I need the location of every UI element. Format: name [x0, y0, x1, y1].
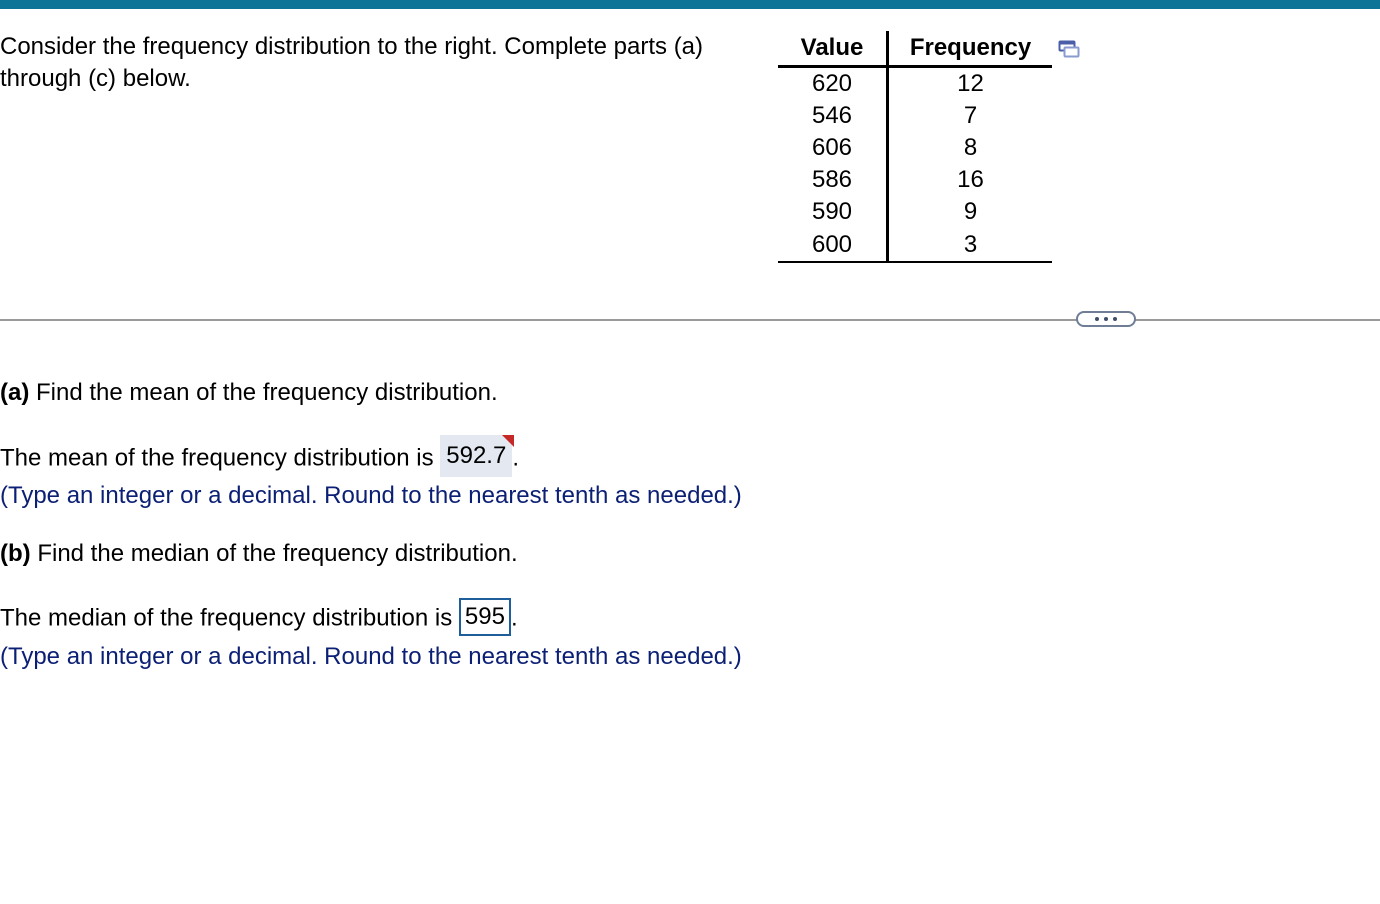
median-answer-field[interactable]: 595 — [459, 598, 511, 636]
ellipsis-dot — [1104, 317, 1108, 321]
ellipsis-icon — [1095, 317, 1099, 321]
part-a-answer-prefix: The mean of the frequency distribution is — [0, 444, 434, 472]
table-row — [778, 132, 1052, 164]
mean-answer-field[interactable] — [440, 435, 512, 477]
value-cell: 546 — [778, 100, 888, 132]
part-a-hint: (Type an integer or a decimal. Round to the nearest tenth as needed.) — [0, 482, 742, 509]
value-cell: 600 — [778, 228, 888, 262]
part-b-answer-suffix: . — [510, 604, 518, 632]
table-row — [778, 196, 1052, 228]
incorrect-flag-icon — [502, 435, 514, 447]
frequency-cell: 12 — [957, 70, 984, 97]
table-row — [778, 100, 1052, 132]
value-cell: 606 — [778, 132, 888, 164]
ellipsis-button[interactable] — [1076, 311, 1136, 327]
frequency-cell: 3 — [888, 228, 1053, 262]
question-intro: Consider the frequency distribution to the right. Complete parts (a) through (c) below. — [0, 33, 704, 92]
part-a-prompt-text: Find the mean of the frequency distribution. — [36, 379, 498, 406]
part-b-answer-prefix: The median of the frequency distribution is — [0, 604, 453, 632]
value-cell: 590 — [778, 196, 888, 228]
part-b-hint: (Type an integer or a decimal. Round to the nearest tenth as needed.) — [0, 643, 742, 670]
mean-answer-value: 592.7 — [446, 442, 507, 469]
frequency-cell: 9 — [963, 198, 978, 225]
part-a-prompt — [0, 377, 498, 409]
part-a-label: (a) — [0, 379, 30, 406]
part-b-label: (b) — [0, 540, 31, 567]
table-row — [778, 228, 1052, 262]
section-divider — [0, 319, 1380, 321]
frequency-cell: 16 — [957, 166, 984, 193]
part-b-prompt — [0, 538, 518, 570]
part-a-answer-line — [0, 441, 519, 477]
ellipsis-dot — [1113, 317, 1117, 321]
value-column-header: Value — [778, 31, 888, 67]
table-row — [778, 67, 1052, 101]
copy-icon[interactable] — [1058, 38, 1080, 60]
value-cell: 620 — [778, 67, 888, 101]
table-row — [778, 164, 1052, 196]
frequency-column-header: Frequency — [888, 31, 1053, 67]
frequency-cell: 7 — [963, 102, 978, 129]
table-header-row — [778, 31, 1052, 67]
value-cell: 586 — [778, 164, 888, 196]
part-b-answer-line — [0, 602, 518, 636]
part-b-prompt-text: Find the median of the frequency distribution. — [37, 540, 518, 567]
frequency-cell: 8 — [963, 134, 978, 161]
top-accent-bar — [0, 0, 1380, 9]
frequency-table — [778, 31, 1052, 263]
part-a-answer-suffix: . — [512, 444, 519, 472]
